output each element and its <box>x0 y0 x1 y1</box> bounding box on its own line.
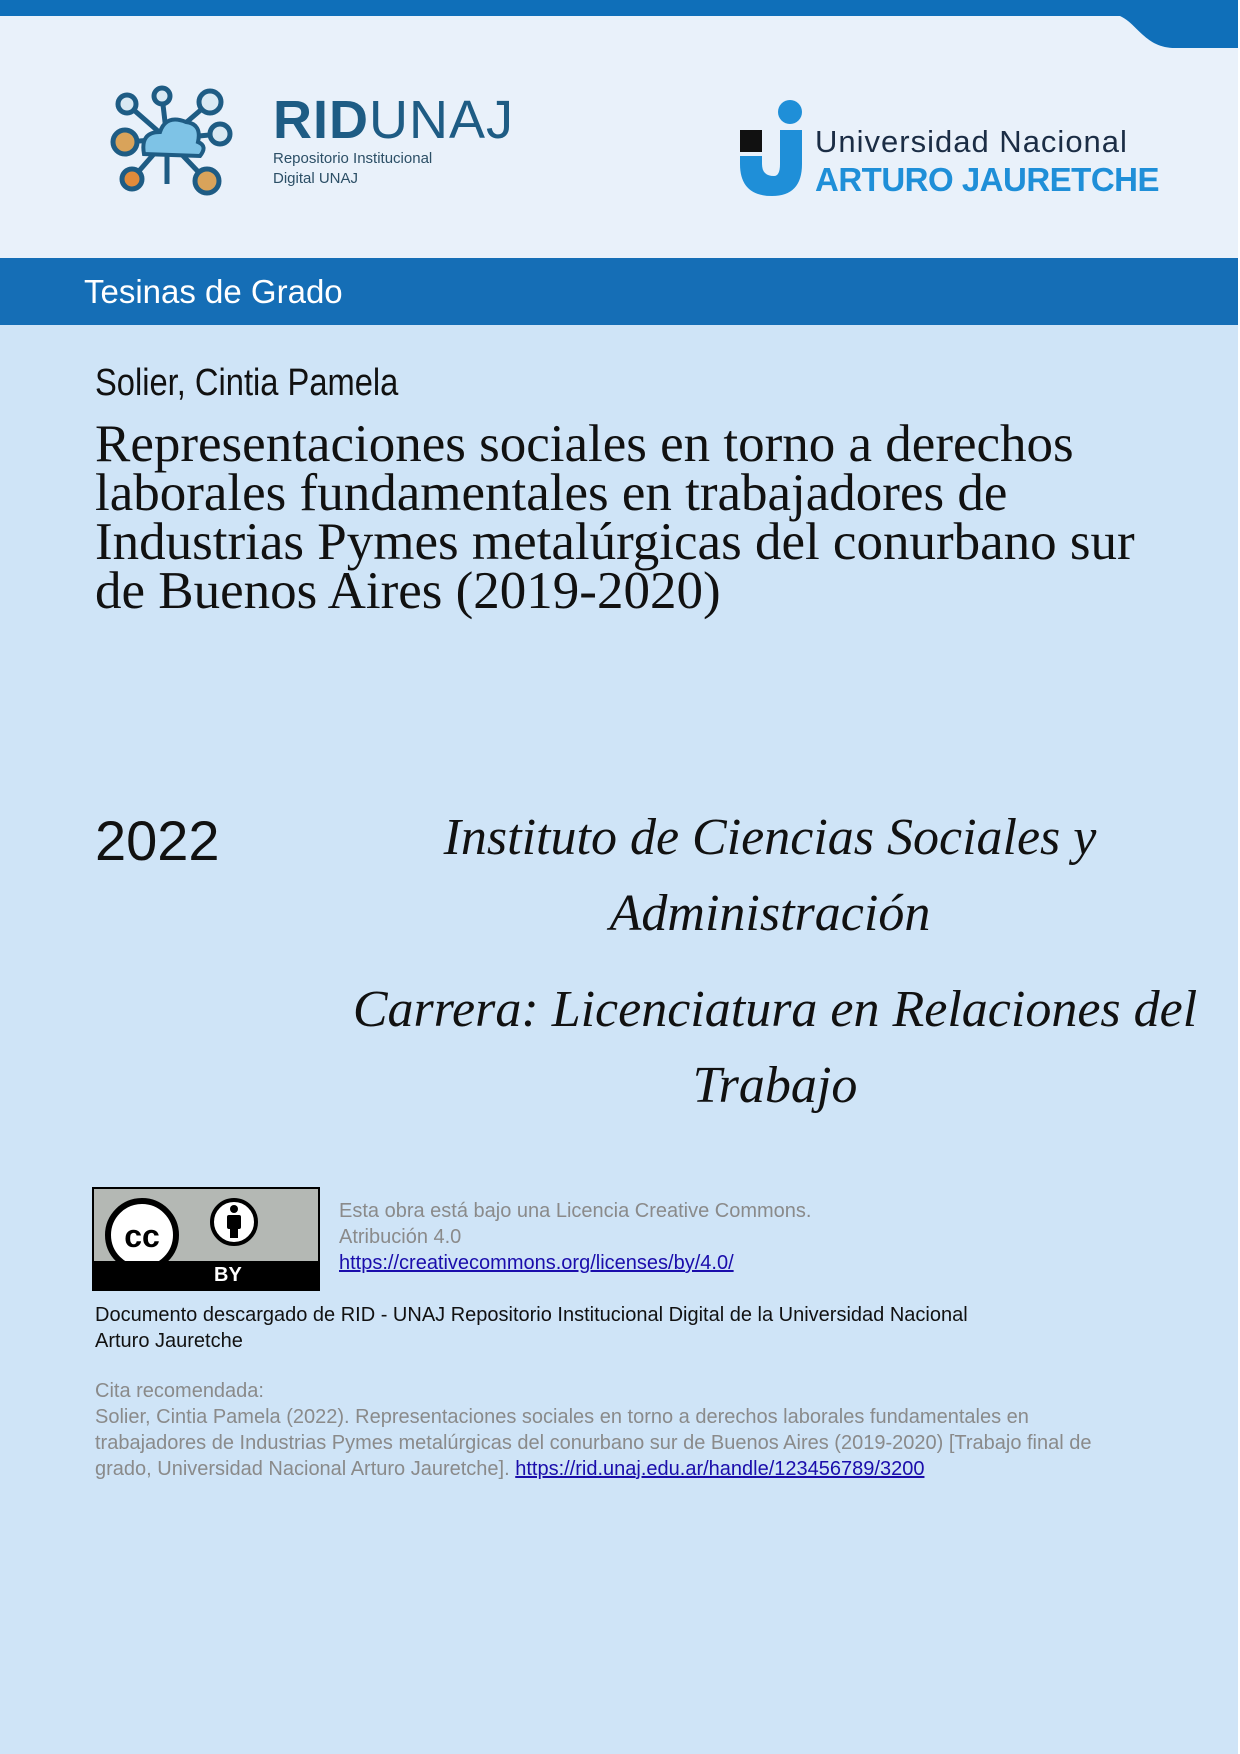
cover-header <box>0 0 1240 258</box>
top-corner-curve <box>0 0 1240 50</box>
citation-heading: Cita recomendada: <box>95 1380 264 1402</box>
rid-logo-subtitle-1: Repositorio Institucional <box>273 150 433 167</box>
institute-line1: Instituto de Ciencias Sociales y <box>443 809 1097 866</box>
section-band <box>0 258 1240 325</box>
license-link[interactable]: https://creativecommons.org/licenses/by/4.0/ <box>339 1252 734 1274</box>
thesis-title: Representaciones sociales en torno a derechos laborales fundamentales en trabajadores de Industrias Pymes metalúrgicas del conurbano sur de Buenos Aires (2019-2020) <box>95 415 1135 620</box>
rid-logo-subtitle-2: Digital UNAJ <box>273 170 359 187</box>
career-line1: Carrera: Licenciatura en Relaciones del <box>352 981 1198 1038</box>
citation-text: Solier, Cintia Pamela (2022). Representaciones sociales en torno a derechos laborales fundamentales en trabajadores de Industrias Pymes metalúrgicas del conurbano sur de Buenos Aires (2019-2020) [Trabajo final de grado, Universidad Nacional Arturo Jauretche]. <box>95 1406 1092 1480</box>
institute <box>330 800 1210 952</box>
university-logo-text <box>815 124 1159 200</box>
section-label: Tesinas de Grado <box>84 273 343 310</box>
by-label: BY <box>214 1264 242 1286</box>
career <box>340 972 1210 1124</box>
university-name-line1: Universidad Nacional <box>815 124 1128 159</box>
download-notice: Documento descargado de RID - UNAJ Repositorio Institucional Digital de la Universidad Nacional Arturo Jauretche <box>95 1304 968 1352</box>
attribution-person-icon <box>209 1195 259 1253</box>
rid-logo-name-light: UNAJ <box>369 90 515 150</box>
author-name: Solier, Cintia Pamela <box>95 362 399 404</box>
institute-line2: Administración <box>609 885 931 942</box>
citation-link[interactable]: https://rid.unaj.edu.ar/handle/123456789/3200 <box>515 1458 925 1480</box>
network-cloud-icon <box>92 84 252 204</box>
by-strip <box>94 1261 318 1289</box>
license-line1: Esta obra está bajo una Licencia Creative Commons. <box>339 1200 812 1222</box>
license-line2: Atribución 4.0 <box>339 1226 462 1248</box>
career-line2: Trabajo <box>692 1057 858 1114</box>
recommended-citation <box>95 1378 1140 1482</box>
license-text <box>339 1198 811 1276</box>
svg-text:cc: cc <box>124 1218 160 1254</box>
cc-by-badge <box>92 1187 320 1291</box>
rid-logo-text <box>273 92 514 188</box>
rid-logo-name-bold: RID <box>273 90 369 150</box>
publication-year: 2022 <box>95 809 220 872</box>
university-logo-icon <box>740 98 810 198</box>
university-name-line2: ARTURO JAURETCHE <box>815 161 1160 198</box>
